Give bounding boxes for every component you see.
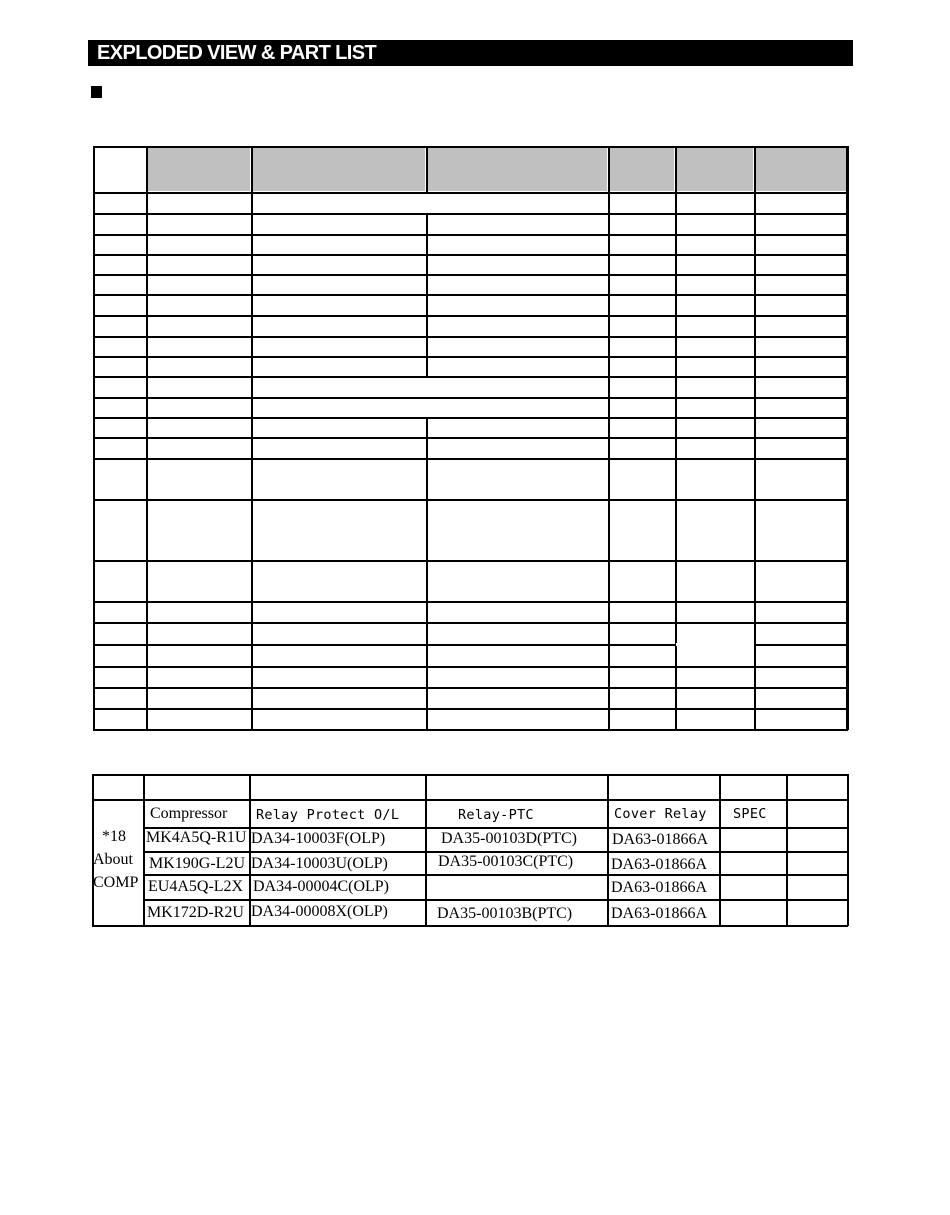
row-line xyxy=(93,356,848,358)
col-line xyxy=(146,146,148,730)
col-line xyxy=(719,774,721,926)
comp-col-cover: Cover Relay xyxy=(614,806,707,822)
comp-col-spec: SPEC xyxy=(733,806,767,822)
row-line xyxy=(93,213,848,215)
merged-cell xyxy=(676,643,754,646)
row-line xyxy=(93,622,848,624)
table-row-cover: DA63-01866A xyxy=(611,879,707,896)
row-line xyxy=(93,146,848,148)
comp-col-protect: Relay Protect O/L xyxy=(256,807,400,823)
square-bullet-icon xyxy=(91,86,102,98)
table-row-protect: DA34-10003F(OLP) xyxy=(251,830,386,847)
table-row-protect: DA34-00008X(OLP) xyxy=(251,903,388,920)
comp-col-compressor: Compressor xyxy=(150,805,228,822)
row-line xyxy=(93,274,848,276)
table-row-protect: DA34-10003U(OLP) xyxy=(251,855,388,872)
col-line xyxy=(251,146,253,730)
header-cell xyxy=(676,147,753,191)
row-line xyxy=(93,376,848,378)
row-line xyxy=(92,925,848,927)
row-line xyxy=(93,315,848,317)
row-line xyxy=(92,799,848,801)
row-line xyxy=(93,417,848,419)
table-row-compressor: EU4A5Q-L2X xyxy=(148,878,244,895)
col-line xyxy=(425,774,427,926)
col-line xyxy=(426,213,428,376)
comp-col-ptc: Relay-PTC xyxy=(458,807,534,823)
table-row-cover: DA63-01866A xyxy=(612,831,708,848)
col-line xyxy=(786,774,788,926)
row-line xyxy=(92,774,848,776)
header-cell xyxy=(755,147,847,191)
row-line xyxy=(93,499,848,501)
row-line xyxy=(93,708,848,710)
row-line xyxy=(93,192,848,194)
table-row-cover: DA63-01866A xyxy=(611,905,707,922)
col-line xyxy=(249,774,251,926)
header-cell xyxy=(252,147,425,191)
row-line xyxy=(93,601,848,603)
section-title: EXPLODED VIEW & PART LIST xyxy=(97,42,377,64)
row-line xyxy=(93,294,848,296)
col-line xyxy=(754,146,756,730)
row-line xyxy=(93,560,848,562)
col-line xyxy=(143,774,145,926)
table-row-compressor: MK4A5Q-R1U xyxy=(146,829,247,846)
row-line xyxy=(93,729,848,731)
table-row-ptc: DA35-00103B(PTC) xyxy=(437,905,573,922)
header-cell xyxy=(427,147,607,191)
comp-group-label-3: COMP xyxy=(93,874,139,891)
table-row-cover: DA63-01866A xyxy=(611,856,707,873)
table-row-compressor: MK172D-R2U xyxy=(147,904,244,921)
table-row-protect: DA34-00004C(OLP) xyxy=(253,878,389,895)
col-line xyxy=(426,417,428,730)
row-line xyxy=(93,234,848,236)
row-line xyxy=(93,397,848,399)
col-line xyxy=(847,774,849,926)
section-title-banner xyxy=(88,40,853,66)
header-cell xyxy=(609,147,674,191)
col-line xyxy=(607,774,609,926)
row-line xyxy=(93,336,848,338)
row-line xyxy=(93,687,848,689)
table-row-ptc: DA35-00103C(PTC) xyxy=(438,853,574,870)
row-line xyxy=(93,437,848,439)
col-line xyxy=(608,146,610,730)
row-line xyxy=(93,254,848,256)
comp-group-label-1: *18 xyxy=(102,828,126,845)
header-cell xyxy=(147,147,250,191)
col-line xyxy=(93,146,95,730)
col-line xyxy=(426,146,428,192)
row-line xyxy=(93,458,848,460)
row-line xyxy=(93,666,848,668)
col-line xyxy=(92,774,94,926)
table-row-ptc: DA35-00103D(PTC) xyxy=(441,830,577,847)
right-edge xyxy=(846,146,848,730)
comp-group-label-2: About xyxy=(93,851,133,868)
table-row-compressor: MK190G-L2U xyxy=(149,855,245,872)
